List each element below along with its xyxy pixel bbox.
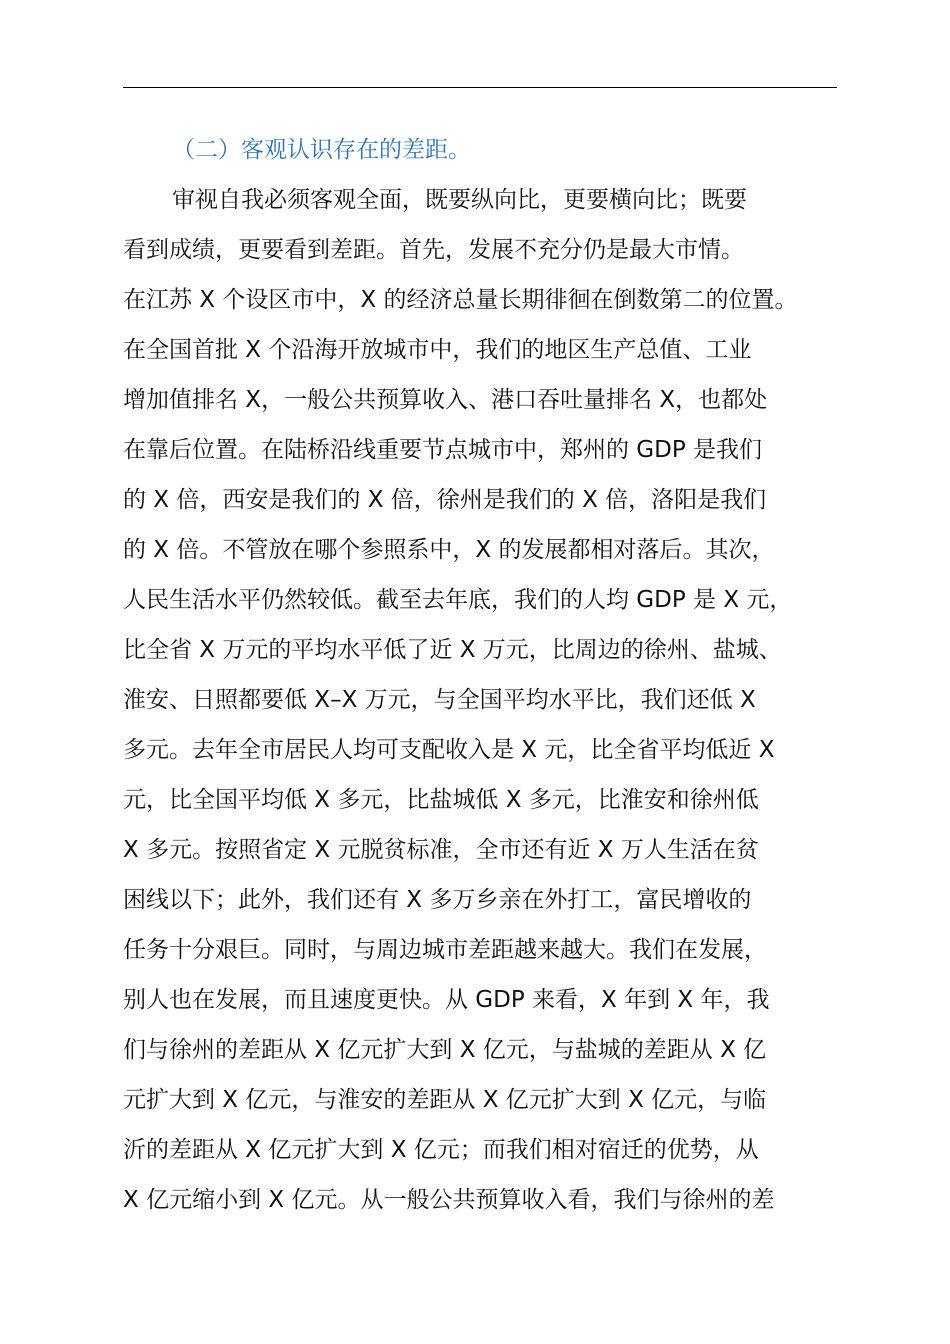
text-line: 审视自我必须客观全面，既要纵向比，更要横向比；既要 [172, 187, 747, 213]
text-line: 们与徐州的差距从 X 亿元扩大到 X 亿元，与盐城的差距从 X 亿 [123, 1037, 767, 1063]
section-heading: （二）客观认识存在的差距。 [172, 137, 471, 163]
text-line: 看到成绩，更要看到差距。首先，发展不充分仍是最大市情。 [123, 237, 744, 263]
text-line: X 亿元缩小到 X 亿元。从一般公共预算收入看，我们与徐州的差 [123, 1187, 775, 1213]
text-line: 的 X 倍，西安是我们的 X 倍，徐州是我们的 X 倍，洛阳是我们 [123, 487, 767, 513]
text-line: 任务十分艰巨。同时，与周边城市差距越来越大。我们在发展， [123, 937, 767, 963]
text-line: 的 X 倍。不管放在哪个参照系中，X 的发展都相对落后。其次， [123, 537, 775, 563]
text-line: 困线以下；此外，我们还有 X 多万乡亲在外打工，富民增收的 [123, 887, 752, 913]
text-line: 在江苏 X 个设区市中，X 的经济总量长期徘徊在倒数第二的位置。 [123, 287, 798, 313]
text-line: 比全省 X 万元的平均水平低了近 X 万元，比周边的徐州、盐城、 [123, 637, 782, 663]
text-line: 别人也在发展，而且速度更快。从 GDP 来看，X 年到 X 年，我 [123, 987, 770, 1013]
text-line: 人民生活水平仍然较低。截至去年底，我们的人均 GDP 是 X 元， [123, 587, 793, 613]
text-line: 增加值排名 X，一般公共预算收入、港口吞吐量排名 X，也都处 [123, 387, 768, 413]
text-line: 多元。去年全市居民人均可支配收入是 X 元，比全省平均低近 X [123, 737, 775, 763]
text-line: 淮安、日照都要低 X–X 万元，与全国平均水平比，我们还低 X [123, 687, 756, 713]
header-rule [123, 87, 837, 88]
text-line: X 多元。按照省定 X 元脱贫标准，全市还有近 X 万人生活在贫 [123, 837, 759, 863]
text-line: 元扩大到 X 亿元，与淮安的差距从 X 亿元扩大到 X 亿元，与临 [123, 1087, 767, 1113]
body-paragraph [123, 180, 863, 1230]
text-line: 元，比全国平均低 X 多元，比盐城低 X 多元，比淮安和徐州低 [123, 787, 759, 813]
text-line: 在靠后位置。在陆桥沿线重要节点城市中，郑州的 GDP 是我们 [123, 437, 763, 463]
text-line: 在全国首批 X 个沿海开放城市中，我们的地区生产总值、工业 [123, 337, 752, 363]
text-line: 沂的差距从 X 亿元扩大到 X 亿元；而我们相对宿迁的优势，从 [123, 1137, 759, 1163]
